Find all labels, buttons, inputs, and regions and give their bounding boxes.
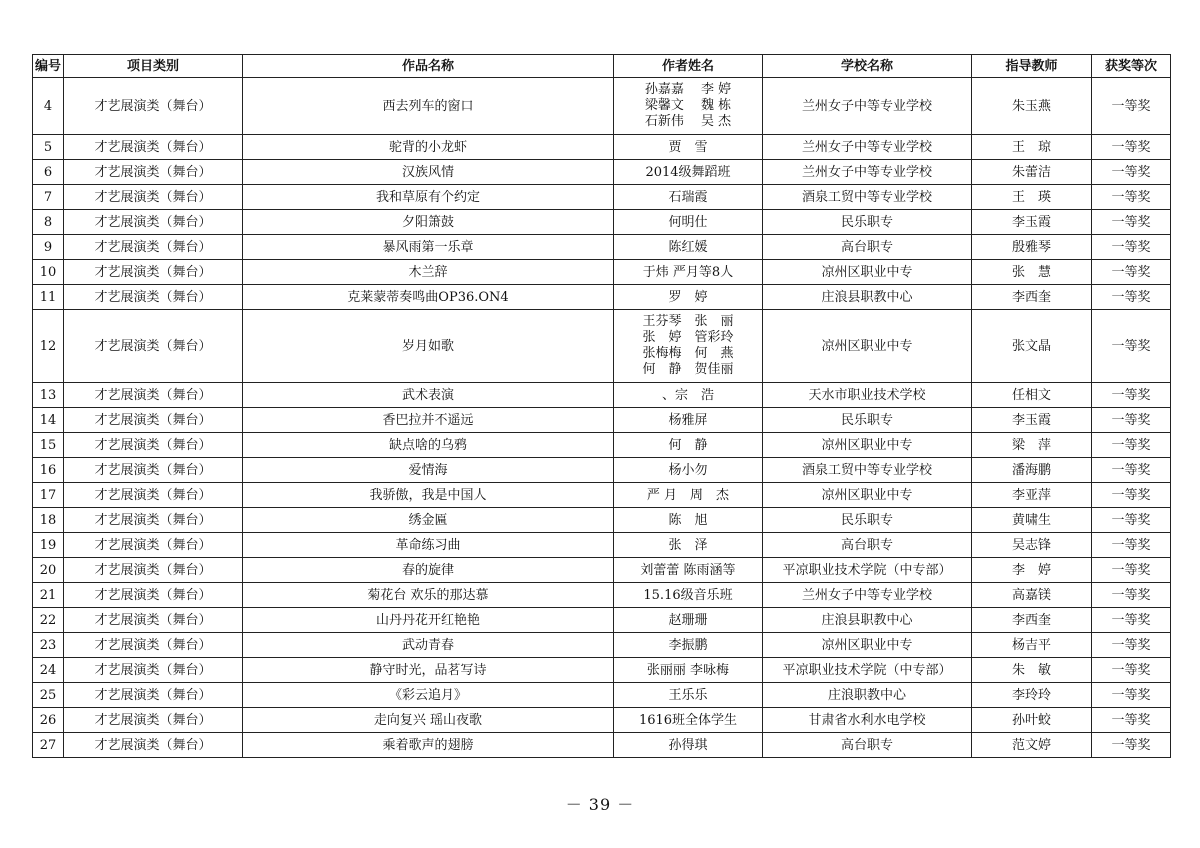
cell-teacher: 张文晶 (972, 310, 1092, 383)
cell-no: 22 (33, 608, 64, 633)
cell-authors (614, 310, 763, 383)
cell-category: 才艺展演类（舞台） (64, 608, 243, 633)
cell-authors (614, 483, 763, 508)
cell-school: 庄浪职教中心 (763, 683, 972, 708)
cell-teacher: 梁 萍 (972, 433, 1092, 458)
author-line: 罗 婷 (668, 289, 708, 305)
table-body (33, 78, 1171, 758)
cell-teacher: 潘海鹏 (972, 458, 1092, 483)
cell-school: 兰州女子中等专业学校 (763, 583, 972, 608)
author-line: 2014级舞蹈班 (645, 164, 731, 180)
header-no: 编号 (33, 55, 64, 78)
table-row (33, 508, 1171, 533)
cell-award: 一等奖 (1092, 633, 1171, 658)
page-number: － 39 － (565, 795, 635, 814)
cell-work: 绣金匾 (243, 508, 614, 533)
author-line: 张梅梅 何 燕 (642, 346, 734, 361)
author-line: 陈 旭 (668, 512, 708, 528)
cell-teacher: 王 琼 (972, 135, 1092, 160)
cell-school: 民乐职专 (763, 210, 972, 235)
cell-work: 克莱蒙蒂奏鸣曲OP36.ON4 (243, 285, 614, 310)
cell-work: 乘着歌声的翅膀 (243, 733, 614, 758)
cell-work: 岁月如歌 (243, 310, 614, 383)
cell-teacher: 任相文 (972, 383, 1092, 408)
cell-category: 才艺展演类（舞台） (64, 583, 243, 608)
header-award: 获奖等次 (1092, 55, 1171, 78)
cell-no: 12 (33, 310, 64, 383)
cell-school: 平凉职业技术学院（中专部） (763, 658, 972, 683)
cell-no: 10 (33, 260, 64, 285)
cell-authors (614, 683, 763, 708)
cell-authors (614, 260, 763, 285)
author-line: 15.16级音乐班 (643, 587, 733, 603)
author-line: 张 泽 (668, 537, 708, 553)
cell-teacher: 李西奎 (972, 285, 1092, 310)
header-work: 作品名称 (243, 55, 614, 78)
cell-authors (614, 608, 763, 633)
awards-table (32, 54, 1171, 758)
table-row (33, 135, 1171, 160)
cell-school: 庄浪县职教中心 (763, 285, 972, 310)
cell-school: 凉州区职业中专 (763, 633, 972, 658)
cell-teacher: 张 慧 (972, 260, 1092, 285)
cell-award: 一等奖 (1092, 658, 1171, 683)
author-line: 何 静 贺佳丽 (642, 362, 734, 377)
cell-award: 一等奖 (1092, 508, 1171, 533)
cell-teacher: 李玲玲 (972, 683, 1092, 708)
cell-category: 才艺展演类（舞台） (64, 235, 243, 260)
cell-no: 16 (33, 458, 64, 483)
cell-no: 5 (33, 135, 64, 160)
cell-work: 驼背的小龙虾 (243, 135, 614, 160)
table-header-row (33, 55, 1171, 78)
author-line: 1616班全体学生 (638, 712, 738, 728)
cell-authors (614, 658, 763, 683)
author-line: 张 婷 管彩玲 (642, 330, 734, 345)
cell-authors (614, 285, 763, 310)
cell-authors (614, 135, 763, 160)
cell-work: 暴风雨第一乐章 (243, 235, 614, 260)
cell-award: 一等奖 (1092, 210, 1171, 235)
cell-teacher: 王 瑛 (972, 185, 1092, 210)
cell-teacher: 朱 敏 (972, 658, 1092, 683)
author-line: 陈红媛 (668, 239, 708, 255)
cell-category: 才艺展演类（舞台） (64, 185, 243, 210)
cell-no: 7 (33, 185, 64, 210)
cell-category: 才艺展演类（舞台） (64, 633, 243, 658)
author-line: 、宗 浩 (661, 387, 714, 403)
cell-school: 酒泉工贸中等专业学校 (763, 458, 972, 483)
table-row (33, 458, 1171, 483)
header-school: 学校名称 (763, 55, 972, 78)
cell-school: 庄浪县职教中心 (763, 608, 972, 633)
table-row (33, 733, 1171, 758)
cell-school: 天水市职业技术学校 (763, 383, 972, 408)
table-row (33, 408, 1171, 433)
cell-work: 静守时光，品茗写诗 (243, 658, 614, 683)
header-teacher: 指导教师 (972, 55, 1092, 78)
cell-authors (614, 508, 763, 533)
author-line: 石新伟 吴 杰 (644, 114, 732, 129)
cell-work: 走向复兴 瑶山夜歌 (243, 708, 614, 733)
cell-school: 高台职专 (763, 235, 972, 260)
cell-no: 18 (33, 508, 64, 533)
cell-authors (614, 235, 763, 260)
author-line: 杨小勿 (668, 462, 708, 478)
cell-work: 武动青春 (243, 633, 614, 658)
cell-category: 才艺展演类（舞台） (64, 458, 243, 483)
table-row (33, 285, 1171, 310)
cell-category: 才艺展演类（舞台） (64, 285, 243, 310)
table-row (33, 160, 1171, 185)
cell-category: 才艺展演类（舞台） (64, 683, 243, 708)
cell-authors (614, 533, 763, 558)
table-row (33, 633, 1171, 658)
cell-no: 19 (33, 533, 64, 558)
cell-no: 14 (33, 408, 64, 433)
table-row (33, 483, 1171, 508)
cell-authors (614, 210, 763, 235)
cell-work: 缺点啥的乌鸦 (243, 433, 614, 458)
cell-category: 才艺展演类（舞台） (64, 210, 243, 235)
cell-work: 西去列车的窗口 (243, 78, 614, 135)
cell-teacher: 李西奎 (972, 608, 1092, 633)
author-line: 孙得琪 (668, 737, 708, 753)
cell-no: 24 (33, 658, 64, 683)
author-line: 严 月 周 杰 (646, 487, 730, 503)
cell-no: 27 (33, 733, 64, 758)
cell-no: 8 (33, 210, 64, 235)
cell-award: 一等奖 (1092, 533, 1171, 558)
author-line: 何明仕 (668, 214, 708, 230)
table-row (33, 658, 1171, 683)
cell-school: 酒泉工贸中等专业学校 (763, 185, 972, 210)
cell-award: 一等奖 (1092, 608, 1171, 633)
cell-school: 凉州区职业中专 (763, 433, 972, 458)
cell-no: 26 (33, 708, 64, 733)
cell-authors (614, 633, 763, 658)
cell-teacher: 孙叶蛟 (972, 708, 1092, 733)
cell-no: 21 (33, 583, 64, 608)
author-line: 梁馨文 魏 栋 (644, 98, 732, 113)
cell-work: 革命练习曲 (243, 533, 614, 558)
cell-no: 17 (33, 483, 64, 508)
cell-no: 13 (33, 383, 64, 408)
cell-school: 平凉职业技术学院（中专部） (763, 558, 972, 583)
cell-no: 15 (33, 433, 64, 458)
author-line: 刘蕾蕾 陈雨涵等 (640, 562, 736, 578)
cell-award: 一等奖 (1092, 483, 1171, 508)
cell-work: 我和草原有个约定 (243, 185, 614, 210)
cell-school: 高台职专 (763, 533, 972, 558)
cell-award: 一等奖 (1092, 558, 1171, 583)
cell-teacher: 杨吉平 (972, 633, 1092, 658)
cell-work: 汉族风情 (243, 160, 614, 185)
table-row (33, 533, 1171, 558)
cell-authors (614, 733, 763, 758)
cell-work: 木兰辞 (243, 260, 614, 285)
author-line: 杨雅屏 (668, 412, 708, 428)
table-row (33, 583, 1171, 608)
cell-school: 民乐职专 (763, 508, 972, 533)
cell-no: 9 (33, 235, 64, 260)
author-line: 李振鹏 (668, 637, 708, 653)
cell-teacher: 李玉霞 (972, 210, 1092, 235)
cell-category: 才艺展演类（舞台） (64, 733, 243, 758)
cell-authors (614, 433, 763, 458)
table-row (33, 558, 1171, 583)
cell-category: 才艺展演类（舞台） (64, 160, 243, 185)
cell-teacher: 范文婷 (972, 733, 1092, 758)
header-category: 项目类别 (64, 55, 243, 78)
cell-category: 才艺展演类（舞台） (64, 433, 243, 458)
cell-award: 一等奖 (1092, 708, 1171, 733)
cell-category: 才艺展演类（舞台） (64, 708, 243, 733)
cell-school: 凉州区职业中专 (763, 310, 972, 383)
cell-work: 春的旋律 (243, 558, 614, 583)
cell-award: 一等奖 (1092, 78, 1171, 135)
table-row (33, 210, 1171, 235)
cell-authors (614, 78, 763, 135)
cell-award: 一等奖 (1092, 583, 1171, 608)
cell-teacher: 吴志锋 (972, 533, 1092, 558)
cell-authors (614, 383, 763, 408)
cell-category: 才艺展演类（舞台） (64, 508, 243, 533)
cell-work: 爱情海 (243, 458, 614, 483)
table-row (33, 310, 1171, 383)
cell-no: 20 (33, 558, 64, 583)
table-row (33, 608, 1171, 633)
author-line: 张丽丽 李咏梅 (646, 662, 730, 678)
cell-category: 才艺展演类（舞台） (64, 135, 243, 160)
cell-award: 一等奖 (1092, 683, 1171, 708)
table-row (33, 185, 1171, 210)
cell-award: 一等奖 (1092, 185, 1171, 210)
cell-work: 我骄傲，我是中国人 (243, 483, 614, 508)
cell-school: 兰州女子中等专业学校 (763, 160, 972, 185)
cell-award: 一等奖 (1092, 235, 1171, 260)
cell-no: 6 (33, 160, 64, 185)
cell-teacher: 朱玉燕 (972, 78, 1092, 135)
cell-authors (614, 408, 763, 433)
cell-award: 一等奖 (1092, 260, 1171, 285)
cell-teacher: 李亚萍 (972, 483, 1092, 508)
cell-school: 凉州区职业中专 (763, 260, 972, 285)
cell-category: 才艺展演类（舞台） (64, 78, 243, 135)
cell-work: 《彩云追月》 (243, 683, 614, 708)
cell-authors (614, 160, 763, 185)
cell-no: 25 (33, 683, 64, 708)
cell-work: 香巴拉并不遥远 (243, 408, 614, 433)
author-line: 王乐乐 (668, 687, 708, 703)
author-line: 于炜 严月等8人 (642, 264, 734, 280)
cell-school: 甘肃省水利水电学校 (763, 708, 972, 733)
cell-no: 23 (33, 633, 64, 658)
table-row (33, 235, 1171, 260)
cell-school: 凉州区职业中专 (763, 483, 972, 508)
cell-award: 一等奖 (1092, 285, 1171, 310)
table-row (33, 708, 1171, 733)
cell-category: 才艺展演类（舞台） (64, 408, 243, 433)
cell-category: 才艺展演类（舞台） (64, 483, 243, 508)
cell-category: 才艺展演类（舞台） (64, 533, 243, 558)
cell-work: 山丹丹花开红艳艳 (243, 608, 614, 633)
cell-award: 一等奖 (1092, 383, 1171, 408)
table-row (33, 260, 1171, 285)
cell-teacher: 黄啸生 (972, 508, 1092, 533)
cell-no: 4 (33, 78, 64, 135)
cell-authors (614, 558, 763, 583)
cell-category: 才艺展演类（舞台） (64, 383, 243, 408)
author-line: 贾 雪 (668, 139, 708, 155)
cell-school: 兰州女子中等专业学校 (763, 135, 972, 160)
author-line: 何 静 (668, 437, 708, 453)
cell-category: 才艺展演类（舞台） (64, 260, 243, 285)
table-row (33, 383, 1171, 408)
cell-work: 夕阳箫鼓 (243, 210, 614, 235)
cell-award: 一等奖 (1092, 135, 1171, 160)
cell-award: 一等奖 (1092, 433, 1171, 458)
cell-category: 才艺展演类（舞台） (64, 558, 243, 583)
author-line: 王芬琴 张 丽 (642, 314, 734, 329)
table-row (33, 683, 1171, 708)
cell-work: 菊花台 欢乐的那达慕 (243, 583, 614, 608)
cell-award: 一等奖 (1092, 160, 1171, 185)
cell-no: 11 (33, 285, 64, 310)
cell-school: 高台职专 (763, 733, 972, 758)
cell-award: 一等奖 (1092, 310, 1171, 383)
cell-award: 一等奖 (1092, 458, 1171, 483)
cell-category: 才艺展演类（舞台） (64, 658, 243, 683)
cell-work: 武术表演 (243, 383, 614, 408)
cell-school: 兰州女子中等专业学校 (763, 78, 972, 135)
cell-teacher: 高嘉镁 (972, 583, 1092, 608)
cell-authors (614, 583, 763, 608)
cell-authors (614, 458, 763, 483)
author-line: 赵珊珊 (668, 612, 708, 628)
cell-category: 才艺展演类（舞台） (64, 310, 243, 383)
cell-teacher: 李 婷 (972, 558, 1092, 583)
cell-teacher: 李玉霞 (972, 408, 1092, 433)
cell-award: 一等奖 (1092, 408, 1171, 433)
cell-teacher: 殷雅琴 (972, 235, 1092, 260)
cell-school: 民乐职专 (763, 408, 972, 433)
cell-award: 一等奖 (1092, 733, 1171, 758)
cell-teacher: 朱蕾洁 (972, 160, 1092, 185)
author-line: 石瑞霞 (668, 189, 708, 205)
header-authors: 作者姓名 (614, 55, 763, 78)
author-line: 孙嘉嘉 李 婷 (644, 82, 732, 97)
cell-authors (614, 708, 763, 733)
table-row (33, 78, 1171, 135)
cell-authors (614, 185, 763, 210)
table-row (33, 433, 1171, 458)
